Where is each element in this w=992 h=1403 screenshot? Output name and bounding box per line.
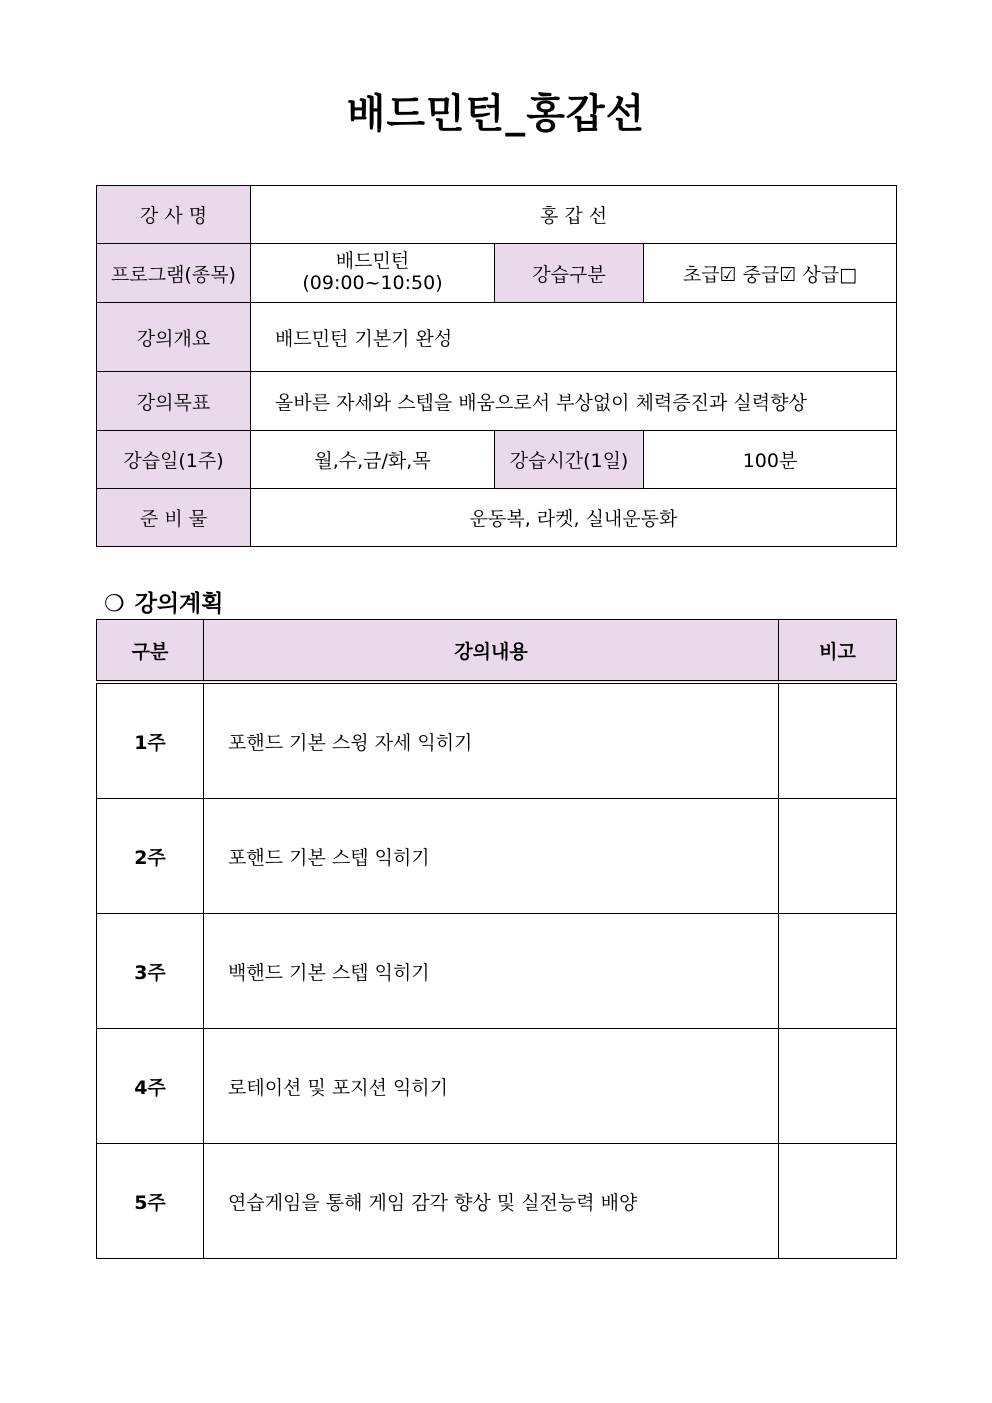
program-hours: (09:00~10:50)	[302, 272, 443, 294]
content-cell: 포핸드 기본 스텝 익히기	[204, 799, 779, 914]
days-label: 강습일(1주)	[97, 431, 251, 489]
week-cell: 1주	[97, 682, 204, 799]
content-cell: 포핸드 기본 스윙 자세 익히기	[204, 682, 779, 799]
supplies-value: 운동복, 라켓, 실내운동화	[251, 489, 897, 547]
instructor-label: 강 사 명	[97, 186, 251, 244]
table-row	[97, 682, 897, 799]
note-cell	[779, 682, 897, 799]
page-title: 배드민턴_홍갑선	[346, 91, 646, 137]
table-row	[97, 1144, 897, 1259]
time-value: 100분	[644, 431, 897, 489]
header-content: 강의내용	[204, 620, 779, 683]
header-week: 구분	[97, 620, 204, 683]
program-name: 배드민턴	[335, 250, 410, 273]
overview-value: 배드민턴 기본기 완성	[251, 303, 897, 372]
circle-bullet-icon: ❍	[104, 591, 125, 617]
week-cell: 5주	[97, 1144, 204, 1259]
goal-value: 올바른 자세와 스텝을 배움으로서 부상없이 체력증진과 실력향상	[251, 372, 897, 431]
week-cell: 2주	[97, 799, 204, 914]
week-cell: 3주	[97, 914, 204, 1029]
header-note: 비고	[779, 620, 897, 683]
goal-label: 강의목표	[97, 372, 251, 431]
week-cell: 4주	[97, 1029, 204, 1144]
note-cell	[779, 1029, 897, 1144]
table-row	[97, 799, 897, 914]
program-label: 프로그램(종목)	[97, 244, 251, 303]
note-cell	[779, 799, 897, 914]
days-value: 월,수,금/화,목	[251, 431, 495, 489]
overview-label: 강의개요	[97, 303, 251, 372]
table-row	[97, 914, 897, 1029]
content-cell: 백핸드 기본 스텝 익히기	[204, 914, 779, 1029]
content-cell: 연습게임을 통해 게임 감각 향상 및 실전능력 배양	[204, 1144, 779, 1259]
supplies-label: 준 비 물	[97, 489, 251, 547]
program-value	[251, 244, 495, 303]
course-info-table	[96, 185, 897, 547]
lecture-plan-table	[96, 619, 897, 1259]
section-heading	[104, 585, 224, 618]
level-label: 강습구분	[495, 244, 644, 303]
time-label: 강습시간(1일)	[495, 431, 644, 489]
table-row	[97, 1029, 897, 1144]
note-cell	[779, 1144, 897, 1259]
level-value: 초급☑ 중급☑ 상급□	[644, 244, 897, 303]
content-cell: 로테이션 및 포지션 익히기	[204, 1029, 779, 1144]
note-cell	[779, 914, 897, 1029]
instructor-value: 홍 갑 선	[251, 186, 897, 244]
section-title: 강의계획	[134, 591, 224, 617]
